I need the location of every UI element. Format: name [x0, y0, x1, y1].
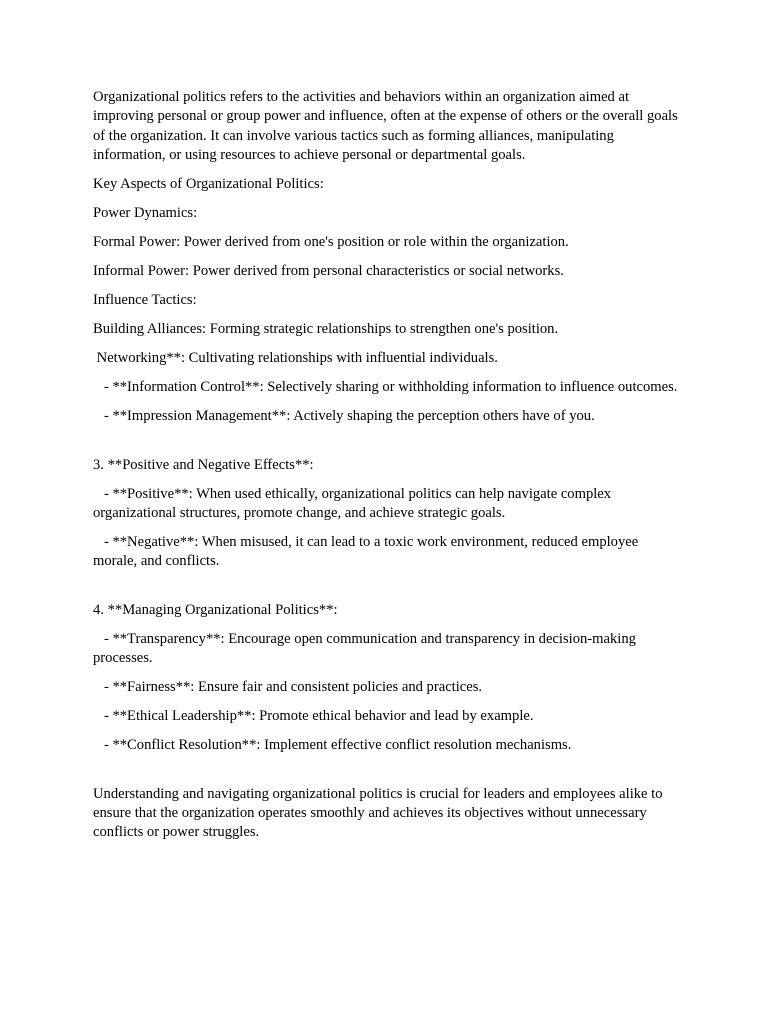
conclusion-paragraph: Understanding and navigating organizational politics is crucial for leaders and employees alike to ensure that the organization operates smoothly and achieves its objectives without unnecessary conflicts or power struggles.	[93, 785, 667, 841]
fairness-item: - **Fairness**: Ensure fair and consistent policies and practices.	[93, 679, 483, 696]
key-aspects-heading: Key Aspects of Organizational Politics:	[93, 176, 324, 193]
formal-power-item: Formal Power: Power derived from one's position or role within the organization.	[93, 234, 569, 251]
power-dynamics-heading: Power Dynamics:	[93, 205, 198, 222]
impression-management-item: - **Impression Management**: Actively shaping the perception others have of you.	[93, 408, 595, 425]
positive-effects-item: - **Positive**: When used ethically, organizational politics can help navigate complex organizational structures, promote change, and achieve strategic goals.	[93, 485, 615, 522]
informal-power-item: Informal Power: Power derived from personal characteristics or social networks.	[93, 263, 564, 280]
conflict-resolution-item: - **Conflict Resolution**: Implement effective conflict resolution mechanisms.	[93, 737, 572, 754]
influence-tactics-heading: Influence Tactics:	[93, 292, 197, 309]
building-alliances-item: Building Alliances: Forming strategic relationships to strengthen one's position.	[93, 321, 559, 338]
effects-heading: 3. **Positive and Negative Effects**:	[93, 456, 314, 473]
blank-line	[93, 581, 683, 600]
transparency-item: - **Transparency**: Encourage open communication and transparency in decision-making processes.	[93, 630, 640, 667]
document-page	[93, 88, 683, 852]
ethical-leadership-item: - **Ethical Leadership**: Promote ethical behavior and lead by example.	[93, 708, 534, 725]
intro-paragraph: Organizational politics refers to the activities and behaviors within an organization aimed at improving personal or group power and influence, often at the expense of others or the overall goals of the organization. It can involve various tactics such as forming alliances, manipulating information, or using resources to achieve personal or departmental goals.	[93, 89, 682, 164]
managing-heading: 4. **Managing Organizational Politics**:	[93, 601, 338, 618]
blank-line	[93, 765, 683, 784]
blank-line	[93, 436, 683, 455]
negative-effects-item: - **Negative**: When misused, it can lead to a toxic work environment, reduced employee morale, and conflicts.	[93, 534, 642, 570]
networking-item: Networking**: Cultivating relationships with influential individuals.	[93, 350, 498, 367]
information-control-item: - **Information Control**: Selectively sharing or withholding information to influence outcomes.	[93, 379, 678, 396]
